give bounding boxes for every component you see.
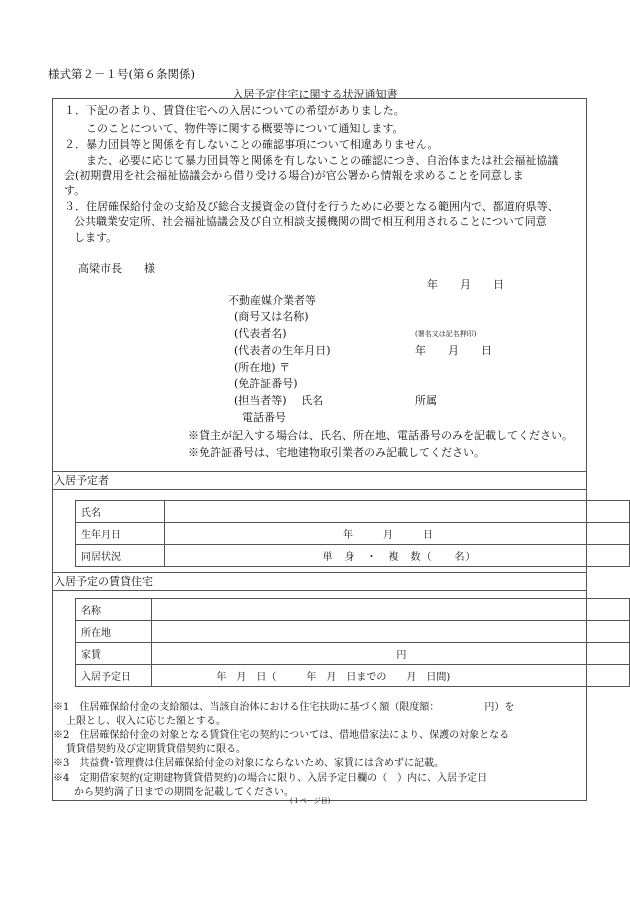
section-divider xyxy=(52,590,587,591)
table-row xyxy=(76,545,630,567)
housing-section-title: 入居予定の賃貸住宅 xyxy=(54,575,153,588)
housing-rent-field[interactable]: 円 xyxy=(152,643,630,665)
agent-rep-birthdate-label: (代表者の生年月日) xyxy=(234,344,331,357)
addressee: 高梁市長 様 xyxy=(78,262,155,275)
housing-rent-label: 家賃 xyxy=(76,643,152,665)
section-divider xyxy=(52,471,587,472)
table-row xyxy=(76,523,630,545)
footnote-4-line1: ※4 定期借家契約(定期建物賃貸借契約)の場合に限り、入居予定日欄の（ ）内に、入居予定日 xyxy=(53,773,488,784)
consent-item1-line1: １．下記の者より、賃貸住宅への入居についての希望がありました。 xyxy=(64,104,405,117)
agent-note-lender: ※貸主が記入する場合は、氏名、所在地、電話番号のみを記載してください。 xyxy=(188,429,573,442)
resident-table xyxy=(75,500,630,567)
resident-name-field[interactable] xyxy=(165,501,630,523)
table-row xyxy=(76,643,630,665)
resident-household-label: 同居状況 xyxy=(76,545,165,567)
resident-name-label: 氏名 xyxy=(76,501,165,523)
footnote-1-line2: 上限とし、収入に応じた額とする。 xyxy=(66,716,226,727)
footnote-2-line1: ※2 住居確保給付金の対象となる賃貸住宅の契約については、借地借家法により、保護の対象となる xyxy=(53,730,510,741)
consent-item3-line1: ３．住居確保給付金の支給及び総合支援資金の貸付を行うために必要となる範囲内で、都道府県等、 xyxy=(64,200,559,213)
table-row xyxy=(76,621,630,643)
agent-person-label: (担当者等) 氏名 xyxy=(234,394,324,407)
agent-affiliation-label: 所属 xyxy=(415,394,437,407)
table-row xyxy=(76,501,630,523)
agent-license-label: (免許証番号) xyxy=(234,377,298,390)
housing-table xyxy=(75,598,630,687)
resident-section-title: 入居予定者 xyxy=(54,474,109,487)
consent-item1-line2: このことについて、物件等に関する概要等について通知します。 xyxy=(86,122,404,135)
section-divider xyxy=(52,572,587,573)
table-row xyxy=(76,599,630,621)
footnote-4-line2: から契約満了日までの期間を記載してください。 xyxy=(74,787,294,798)
agent-rep-birthdate-value: 年 月 日 xyxy=(415,344,492,357)
housing-address-label: 所在地 xyxy=(76,621,152,643)
consent-item2-line4: す。 xyxy=(64,184,86,197)
consent-item3-line3: します。 xyxy=(74,231,118,244)
housing-name-field[interactable] xyxy=(152,599,630,621)
consent-item3-line2: 公共職業安定所、社会福祉協議会及び自立相談支援機関の間で相互利用されることについて同意 xyxy=(74,215,547,228)
document-title: 入居予定住宅に関する状況通知書 xyxy=(232,88,398,101)
footnote-2-line2: 賃貸借契約及び定期賃貸借契約に限る。 xyxy=(66,744,246,755)
consent-item2-line3: 会(初期費用を社会福祉協議会から借り受ける場合)が官公署から情報を求めることを同意しま xyxy=(64,169,524,182)
housing-movein-field[interactable]: 年 月 日（ 年 月 日までの 月 日間) xyxy=(152,665,630,687)
agent-representative-label: (代表者名) xyxy=(234,327,287,340)
agent-address-label: (所在地) 〒 xyxy=(234,361,291,374)
signature-note: (署名又は記名押印) xyxy=(415,330,477,338)
footnote-3: ※3 共益費･管理費は住居確保給付金の対象にならないため、家賃には含めずに記載。 xyxy=(53,758,444,769)
agent-phone-label: 電話番号 xyxy=(242,411,286,424)
resident-birth-label: 生年月日 xyxy=(76,523,165,545)
housing-name-label: 名称 xyxy=(76,599,152,621)
page-number: (１ページ目) xyxy=(290,797,331,805)
agent-heading: 不動産媒介業者等 xyxy=(228,294,316,307)
footnote-1-line1: ※1 住居確保給付金の支給額は、当該自治体における住宅扶助に基づく額（限度額： 円）を xyxy=(53,702,515,713)
housing-movein-label: 入居予定日 xyxy=(76,665,152,687)
submission-date: 年 月 日 xyxy=(427,278,504,291)
section-divider xyxy=(52,489,587,490)
table-row xyxy=(76,665,630,687)
consent-item2-line1: ２．暴力団員等と関係を有しないことの確認事項について相違ありません。 xyxy=(64,138,439,151)
resident-household-field[interactable]: 単 身 ・ 複 数（ 名） xyxy=(165,545,630,567)
housing-address-field[interactable] xyxy=(152,621,630,643)
agent-note-license: ※免許証番号は、宅地建物取引業者のみ記載してください。 xyxy=(188,446,485,459)
form-code: 様式第２－１号(第６条関係) xyxy=(48,67,195,81)
resident-birth-field[interactable]: 年 月 日 xyxy=(165,523,630,545)
consent-item2-line2: また、必要に応じて暴力団員等と関係を有しないことの確認につき、自治体または社会福祉協議 xyxy=(86,154,559,167)
agent-trade-name-label: (商号又は名称) xyxy=(234,310,309,323)
